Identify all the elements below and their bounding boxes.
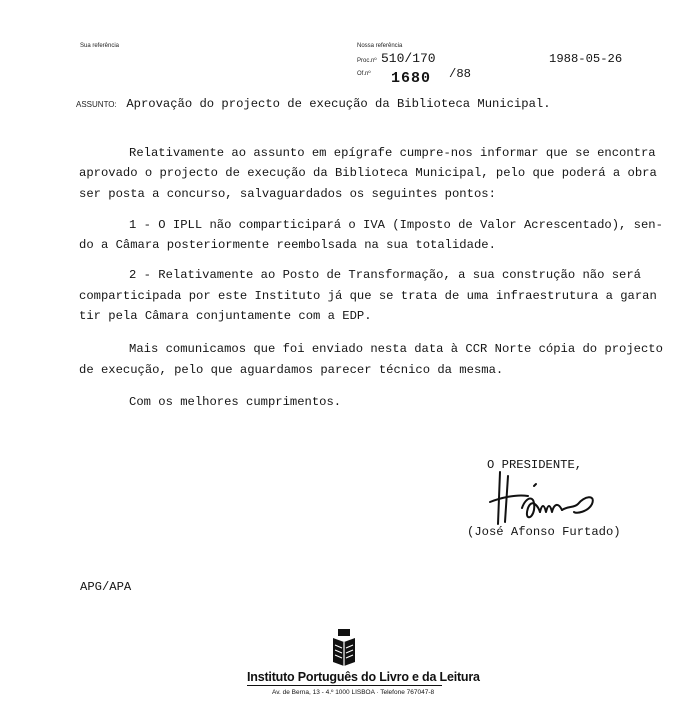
point-1-line-2: do a Câmara posteriormente reembolsada na sua totalidade. — [79, 238, 496, 252]
subject-line — [76, 94, 551, 112]
book-logo-icon — [331, 628, 357, 666]
nossa-referencia-label: Nossa referência — [357, 43, 403, 49]
point-2-line-1: 2 - Relativamente ao Posto de Transformação, a sua construção não será — [129, 268, 641, 282]
footer-divider — [247, 685, 442, 686]
paragraph-4-line-1: Mais comunicamos que foi enviado nesta data à CCR Norte cópia do projecto — [129, 342, 663, 356]
point-1-line-1: 1 - O IPLL não comparticipará o IVA (Imposto de Valor Acrescentado), sen- — [129, 218, 663, 232]
proc-label: Proc.nº — [357, 58, 377, 64]
handwritten-signature — [478, 468, 608, 530]
subject-label: ASSUNTO: — [76, 100, 117, 109]
paragraph-1-line-1: Relativamente ao assunto em epígrafe cumpre-nos informar que se encontra — [129, 146, 656, 160]
paragraph-1-line-2: aprovado o projecto de execução da Biblioteca Municipal, pelo que poderá a obra — [79, 166, 657, 180]
signatory-title: O PRESIDENTE, — [487, 458, 583, 472]
paragraph-4-line-2: de execução, pelo que aguardamos parecer técnico da mesma. — [79, 363, 504, 377]
document-date: 1988-05-26 — [549, 52, 623, 66]
subject-text: Aprovação do projecto de execução da Biblioteca Municipal. — [126, 97, 551, 111]
author-initials: APG/APA — [80, 580, 132, 594]
sua-referencia-label: Sua referência — [80, 43, 120, 49]
closing-salutation: Com os melhores cumprimentos. — [129, 395, 342, 409]
paragraph-1-line-3: ser posta a concurso, salvaguardados os seguintes pontos: — [79, 187, 496, 201]
point-2-line-2: comparticipada por este Instituto já que se trata de uma infraestrutura a garan — [79, 289, 657, 303]
oficio-year: /88 — [449, 67, 471, 81]
institution-address: Av. de Berna, 13 - 4.º 1000 LISBOA · Telefone 767047-8 — [272, 689, 435, 696]
proc-number: 510/170 — [381, 51, 436, 66]
point-2-line-3: tir pela Câmara conjuntamente com a EDP. — [79, 309, 372, 323]
oficio-label: Of.nº — [357, 71, 371, 77]
signatory-name: (José Afonso Furtado) — [467, 525, 621, 539]
oficio-number: 1680 — [391, 70, 432, 87]
institution-name: Instituto Português do Livro e da Leitura — [247, 670, 480, 684]
